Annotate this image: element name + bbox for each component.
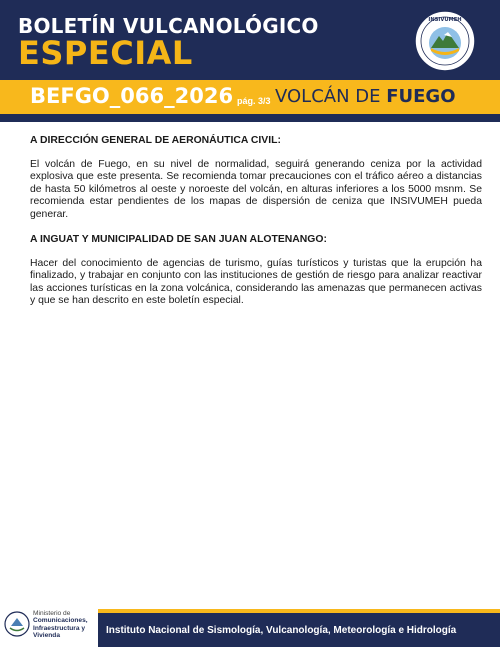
band-divider (0, 114, 500, 122)
bulletin-type: ESPECIAL (18, 34, 193, 72)
volcano-title (275, 86, 456, 107)
section-body-aviation: El volcán de Fuego, en su nivel de normalidad, seguirá generando ceniza por la actividad explosiva que este presenta. Se recomienda tomar precauciones con el tráfico aéreo a distancias de hasta 50 kilómetros al oeste y noroeste del volcán, en alturas inferiores a los 5000 msnm. Se recomienda estar pendientes de los mapas de dispersión de ceniza que INSIVUMEH pueda generar. (30, 159, 482, 220)
page-number: pág. 3/3 (237, 96, 271, 106)
insivumeh-logo (414, 10, 476, 72)
ministry-seal-icon (4, 610, 30, 638)
institute-name: Instituto Nacional de Sismología, Vulcanología, Meteorología e Hidrología (106, 625, 457, 636)
svg-text:INSIVUMEH: INSIVUMEH (428, 17, 462, 23)
volcano-prefix: VOLCÁN DE (275, 86, 387, 107)
section-heading-tourism: A INGUAT Y MUNICIPALIDAD DE SAN JUAN ALOTENANGO: (30, 234, 327, 246)
bulletin-title: BOLETÍN VULCANOLÓGICO (18, 14, 319, 38)
bulletin-body (30, 134, 482, 320)
ministry-name: Ministerio de Comunicaciones, Infraestructura y Vivienda (33, 610, 88, 640)
section-heading-aviation: A DIRECCIÓN GENERAL DE AERONÁUTICA CIVIL: (30, 135, 281, 146)
bulletin-code: BEFGO_066_2026 (30, 84, 234, 108)
volcano-name: FUEGO (386, 86, 456, 107)
section-body-tourism: Hacer del conocimiento de agencias de turismo, guías turísticos y turistas que la erupción ha finalizado, y trabajar en conjunto con las instituciones de gestión de riesgo para analizar reactivar las acciones turísticas en la zona volcánica, considerando las amenazas que permanecen activas y que se han descrito en este boletín especial. (30, 258, 482, 307)
